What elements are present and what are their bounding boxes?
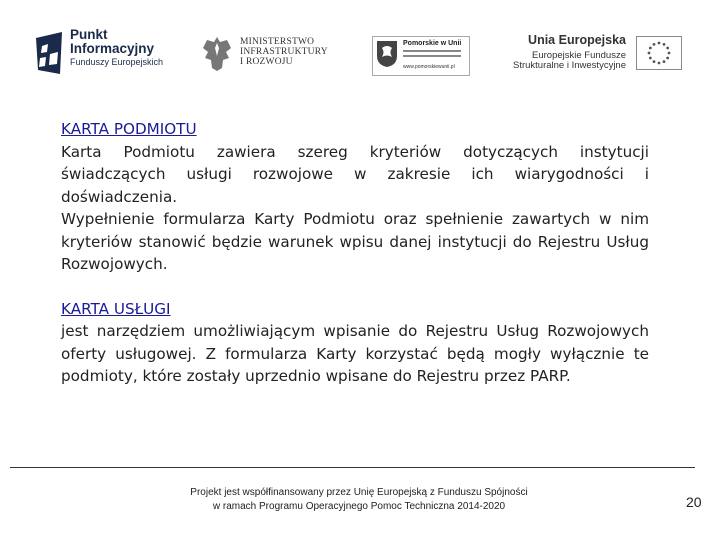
- punkt-logo-line2: Informacyjny: [70, 41, 155, 57]
- eu-flag-star: [658, 42, 661, 45]
- eu-flag-star: [649, 57, 652, 60]
- footer-line2: w ramach Programu Operacyjnego Pomoc Techniczna 2014-2020: [212, 501, 506, 512]
- pomorskie-url: www.pomorskiewunii.pl: [403, 64, 455, 70]
- ministerstwo-line2: INFRASTRUKTURY: [240, 46, 328, 57]
- section-karta-uslugi: [61, 298, 649, 388]
- section-karta-podmiotu: [61, 118, 649, 276]
- footer-line1: Projekt jest współfinansowany przez Unię Europejską z Funduszu Spójności: [190, 487, 528, 498]
- eu-flag-star: [653, 60, 656, 63]
- pomorskie-crest-icon: [376, 40, 398, 68]
- ue-logo-line3: Strukturalne i Inwestycyjne: [513, 60, 626, 72]
- footer-note: [170, 486, 548, 514]
- main-content: [61, 118, 649, 410]
- punkt-logo-line3: Funduszy Europejskich: [70, 57, 164, 68]
- karta-podmiotu-heading: KARTA PODMIOTU: [61, 120, 197, 138]
- eu-flag-star: [658, 62, 661, 65]
- karta-uslugi-paragraph: jest narzędziem umożliwiającym wpisanie do Rejestru Usług Rozwojowych oferty usługowej. Z formularza Karty korzystać będą mogły wyłącznie te podmioty, które zostały uprzednio wpisane do Rejestru przez PARP.: [61, 322, 649, 385]
- polish-eagle-icon: [200, 34, 234, 74]
- karta-uslugi-heading: KARTA USŁUGI: [61, 299, 171, 318]
- pomorskie-logo: [372, 36, 470, 76]
- footer-divider: [10, 467, 695, 468]
- eu-flag-star: [668, 52, 671, 55]
- logo-strip: [0, 0, 720, 110]
- eu-flag-star: [663, 60, 666, 63]
- eu-flag-star: [648, 52, 651, 55]
- karta-podmiotu-paragraph-1: Karta Podmiotu zawiera szereg kryteriów dotyczących instytucji świadczących usługi rozwojowe w zakresie ich wiarygodności i doświadczenia.: [61, 142, 649, 206]
- ue-logo-line2: Europejskie Fundusze: [532, 49, 626, 61]
- karta-podmiotu-paragraph-2: Wypełnienie formularza Karty Podmiotu oraz spełnienie zawartych w nim kryteriów stanowić będzie warunek wpisu danej instytucji do Rejestru Usług Rozwojowych.: [61, 210, 649, 273]
- eu-flag-star: [653, 43, 656, 46]
- punkt-logo-line1: Punkt: [70, 27, 108, 42]
- eu-flag-star: [666, 57, 669, 60]
- eu-flag-star: [649, 47, 652, 50]
- pomorskie-title: Pomorskie w Unii: [403, 40, 462, 47]
- eu-flag-star: [666, 47, 669, 50]
- ministerstwo-line3: I ROZWOJU: [240, 56, 293, 67]
- ue-logo-line1: Unia Europejska: [528, 33, 626, 47]
- ministerstwo-logo: [200, 34, 340, 80]
- eu-flag-icon: [636, 36, 682, 70]
- ministerstwo-line1: MINISTERSTWO: [240, 37, 315, 47]
- punkt-informacyjny-logo: [34, 28, 164, 80]
- page-number: 20: [686, 494, 702, 510]
- eu-flag-star: [663, 43, 666, 46]
- pomorskie-small-text-lines: [403, 50, 461, 60]
- punkt-informacyjny-emblem-icon: [34, 30, 64, 76]
- unia-europejska-logo: [513, 33, 690, 78]
